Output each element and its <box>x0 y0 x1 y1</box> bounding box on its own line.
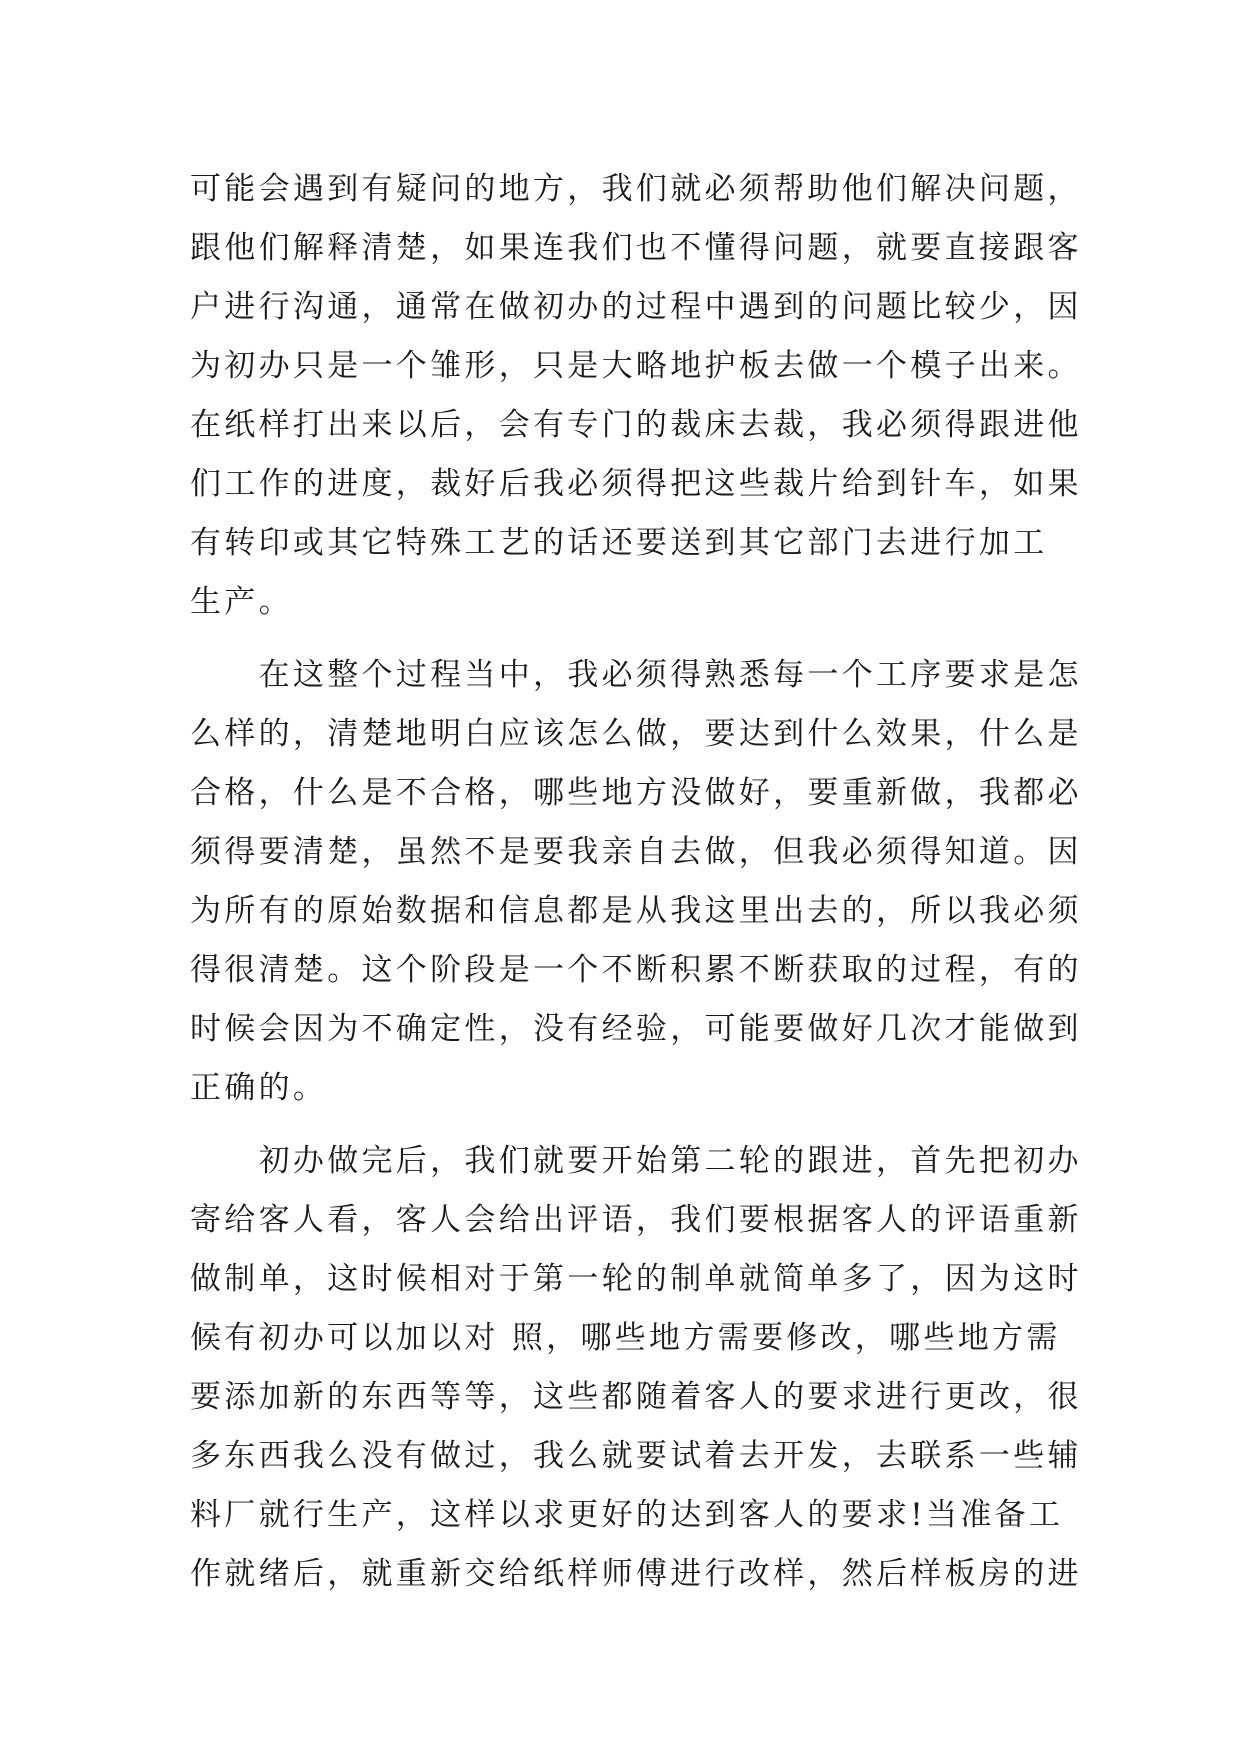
text-line: 候有初办可以加以对 照，哪些地方需要修改，哪些地方需 <box>190 1320 1061 1356</box>
text-line: 么样的，清楚地明白应该怎么做，要达到什么效果，什么是 <box>190 716 1082 752</box>
text-line: 跟他们解释清楚，如果连我们也不懂得问题，就要直接跟客 <box>190 230 1082 266</box>
text-line: 料厂就行生产，这样以求更好的达到客人的要求!当准备工 <box>190 1497 1064 1533</box>
text-line: 初办做完后，我们就要开始第二轮的跟进，首先把初办 <box>190 1143 1082 1179</box>
text-line: 正确的。 <box>190 1070 328 1106</box>
text-line: 们工作的进度，裁好后我必须得把这些裁片给到针车，如果 <box>190 466 1082 502</box>
text-line: 得很清楚。这个阶段是一个不断积累不断获取的过程，有的 <box>190 952 1082 988</box>
text-line: 在这整个过程当中，我必须得熟悉每一个工序要求是怎 <box>190 657 1082 693</box>
text-line: 时候会因为不确定性，没有经验，可能要做好几次才能做到 <box>190 1011 1082 1047</box>
paragraph-2 <box>190 646 1082 1118</box>
text-line: 寄给客人看，客人会给出评语，我们要根据客人的评语重新 <box>190 1202 1082 1238</box>
text-line: 多东西我么没有做过，我么就要试着去开发，去联系一些辅 <box>190 1438 1082 1474</box>
text-line: 可能会遇到有疑问的地方，我们就必须帮助他们解决问题， <box>190 171 1082 207</box>
text-line: 要添加新的东西等等，这些都随着客人的要求进行更改，很 <box>190 1379 1082 1415</box>
text-line: 须得要清楚，虽然不是要我亲自去做，但我必须得知道。因 <box>190 834 1082 870</box>
text-line: 生产。 <box>190 584 293 620</box>
text-line: 在纸样打出来以后，会有专门的裁床去裁，我必须得跟进他 <box>190 407 1082 443</box>
paragraph-3 <box>190 1132 1082 1604</box>
document-body <box>190 160 1082 1604</box>
text-line: 合格，什么是不合格，哪些地方没做好，要重新做，我都必 <box>190 775 1082 811</box>
text-line: 有转印或其它特殊工艺的话还要送到其它部门去进行加工 <box>190 525 1048 561</box>
text-line: 为所有的原始数据和信息都是从我这里出去的，所以我必须 <box>190 893 1082 929</box>
text-line: 户进行沟通，通常在做初办的过程中遇到的问题比较少，因 <box>190 289 1082 325</box>
text-line: 做制单，这时候相对于第一轮的制单就简单多了，因为这时 <box>190 1261 1082 1297</box>
text-line: 作就绪后，就重新交给纸样师傅进行改样，然后样板房的进 <box>190 1556 1082 1592</box>
paragraph-1 <box>190 160 1082 632</box>
text-line: 为初办只是一个雏形，只是大略地护板去做一个模子出来。 <box>190 348 1082 384</box>
